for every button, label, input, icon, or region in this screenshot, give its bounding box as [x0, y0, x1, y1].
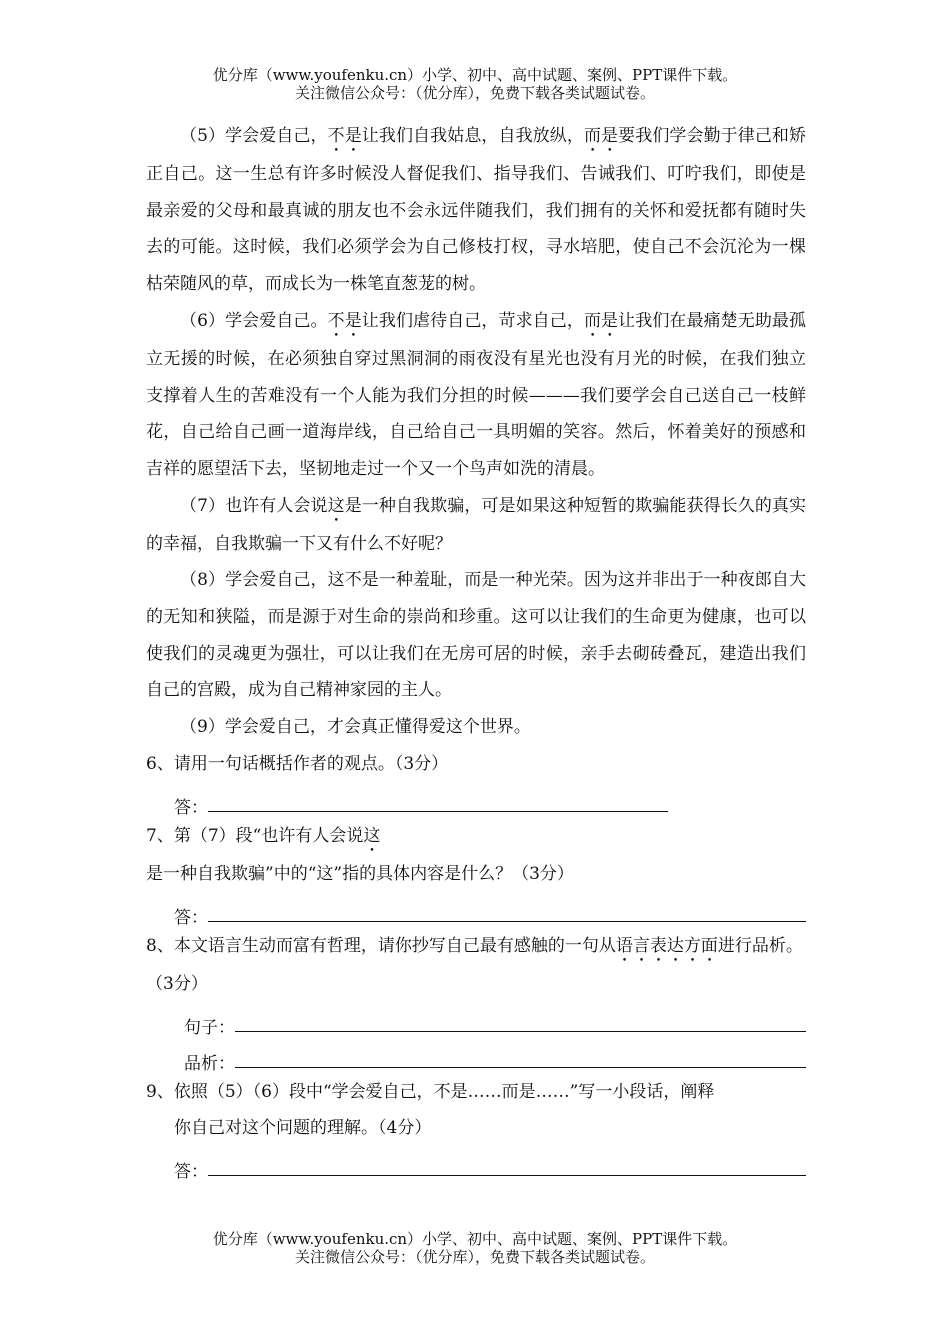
document-body [146, 118, 806, 1182]
p6-text-c: 让我们虐待自己，苛求自己， [361, 310, 584, 331]
question-8-sentence-row [146, 1002, 806, 1038]
answer-line[interactable] [208, 899, 806, 922]
paragraph-6 [146, 303, 806, 488]
q7-text-c: 是一种自我欺骗”中的“这”指的具体内容是什么？（3分） [146, 863, 574, 884]
question-7 [146, 818, 806, 892]
page-header [0, 66, 950, 102]
question-9: 9、依照（5）（6）段中“学会爱自己，不是……而是……”写一小段话，阐释 [146, 1081, 715, 1102]
q7-text-a: 7、第（7）段“也许有人会说 [146, 825, 364, 846]
question-6: 6、请用一句话概括作者的观点。（3分） [146, 753, 449, 774]
p6-text-e: 让我们在最痛楚无助最孤立无援的时候，在必须独自穿过黑洞洞的雨夜没有星光也没有月光的时候，在我们独立支撑着人生的苦难没有一个人能为我们分担的时候———我们要学会自己送自己一枝鲜花，自己给自己画一道海岸线，自己给自己一具明媚的笑容。然后，怀着美好的预感和吉祥的愿望活下去，坚韧地走过一个又一个鸟声如洗的清晨。 [146, 310, 807, 479]
p7-text-a: （7）也许有人会说 [180, 495, 328, 516]
analysis-answer-line[interactable] [235, 1045, 806, 1068]
answer-line[interactable] [208, 789, 668, 812]
p5-text-c: 让我们自我姑息，自我放纵， [361, 126, 584, 146]
question-6-answer-row [146, 782, 806, 818]
p5-text-e: 要我们学会勤于律己和矫正自己。这一生总有许多时候没人督促我们、指导我们、告诫我们、叮咛我们，即使是最亲爱的父母和最真诚的朋友也不会永远伴随我们，我们拥有的关怀和爱抚都有随时失去的可能。这时候，我们必须学会为自己修枝打杈，寻水培肥，使自己不会沉沦为一棵枯荣随风的草，而成长为一株笔直葱茏的树。 [146, 126, 807, 295]
page-footer [0, 1230, 950, 1266]
q7-emphasis-zhe: 这 [363, 825, 381, 846]
analysis-label: 品析： [184, 1053, 235, 1074]
p5-text-a: （5）学会爱自己， [180, 126, 328, 146]
answer-label: 答： [174, 797, 208, 818]
p6-emphasis-ershi: 而是 [583, 310, 619, 331]
question-9-answer-row [146, 1146, 806, 1182]
question-7-answer-row [146, 892, 806, 928]
paragraph-9: （9）学会爱自己，才会真正懂得爱这个世界。 [180, 717, 531, 738]
paragraph-7 [146, 488, 806, 563]
sentence-answer-line[interactable] [235, 1009, 806, 1032]
answer-line[interactable] [208, 1153, 806, 1176]
footer-line-2: 关注微信公众号：（优分库），免费下载各类试题试卷。 [294, 1248, 655, 1266]
q8-text-a: 8、本文语言生动而富有哲理，请你抄写自己最有感触的一句从 [146, 935, 616, 956]
p7-emphasis-zhe: 这 [327, 495, 345, 516]
p6-text-a: （6）学会爱自己。 [180, 310, 328, 331]
header-line-1: 优分库（www.youfenku.cn）小学、初中、高中试题、案例、PPT课件下载。 [212, 66, 738, 84]
p5-emphasis-bushi: 不是 [327, 126, 362, 146]
sentence-label: 句子： [184, 1017, 235, 1038]
p7-text-c: 是一种自我欺骗，可是如果这种短暂的欺骗能获得长久的真实的幸福，自我欺骗一下又有什么不好呢？ [146, 495, 806, 554]
p5-emphasis-ershi: 而是 [583, 126, 619, 146]
paragraph-8: （8）学会爱自己，这不是一种羞耻，而是一种光荣。因为这并非出于一种夜郎自大的无知和狭隘，而是源于对生命的崇尚和珍重。这可以让我们的生命更为健康，也可以使我们的灵魂更为强壮，可以让我们在无房可居的时候，亲手去砌砖叠瓦，建造出我们自己的宫殿，成为自己精神家园的主人。 [146, 570, 806, 701]
question-9-line-2: 你自己对这个问题的理解。（4分） [174, 1117, 432, 1138]
answer-label: 答： [174, 907, 208, 928]
q8-emphasis-yuyan: 语言表达方面 [615, 935, 718, 956]
p6-emphasis-bushi: 不是 [327, 310, 362, 331]
answer-label: 答： [174, 1161, 208, 1182]
footer-line-1: 优分库（www.youfenku.cn）小学、初中、高中试题、案例、PPT课件下载。 [212, 1230, 738, 1248]
question-8 [146, 928, 806, 1002]
question-8-analysis-row [146, 1038, 806, 1074]
paragraph-5 [146, 118, 806, 303]
header-line-2: 关注微信公众号：（优分库），免费下载各类试题试卷。 [294, 84, 655, 102]
q8-text-c: 进行品析。（3分） [146, 935, 803, 994]
